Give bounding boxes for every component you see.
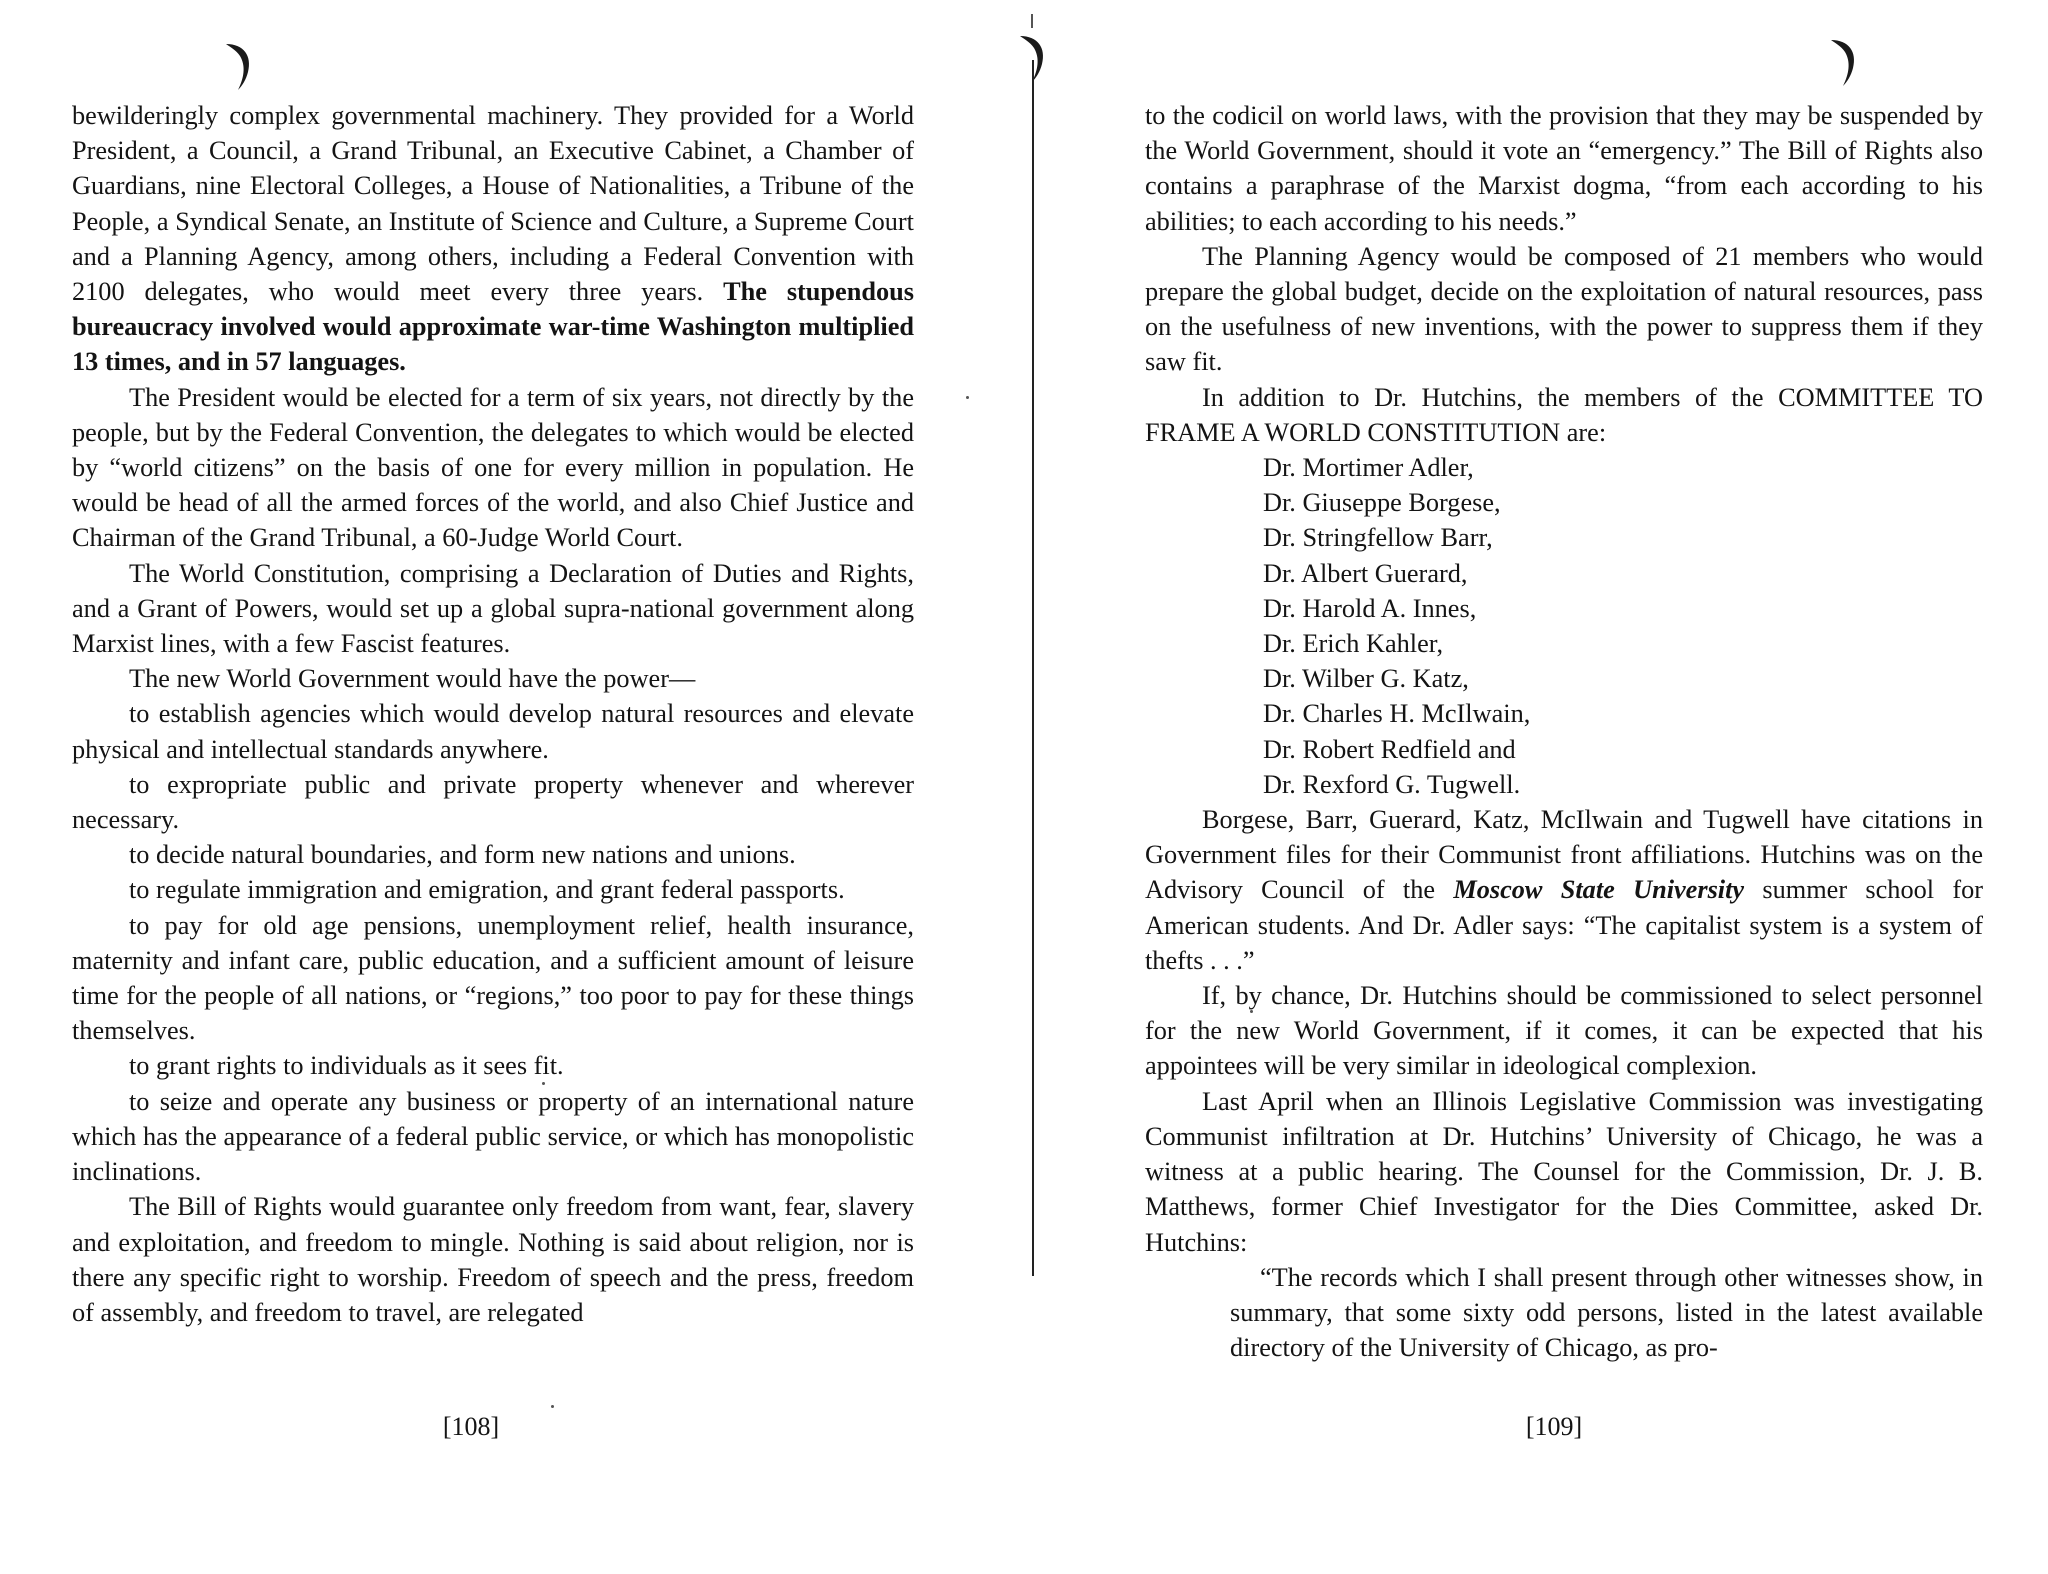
committee-member: Dr. Harold A. Innes, — [1263, 593, 1477, 623]
paragraph — [72, 1084, 914, 1190]
text-run: In addition to Dr. Hutchins, the members of the COMMITTEE TO FRAME A WORLD CONSTITUTION are: — [1145, 382, 1983, 447]
text-run: to the codicil on world laws, with the provision that they may be suspended by the World Government, should it vote an “emergency.” The Bill of Rights also contains a paraphrase of the Marxist dogma, “from each according to his abilities; to each according to his needs.” — [1145, 101, 1983, 236]
text-run: The new World Government would have the power— — [129, 664, 696, 694]
paragraph — [72, 556, 914, 662]
text-run: The Planning Agency would be composed of 21 members who would prepare the global budget, decide on the exploitation of natural resources, pass on the usefulness of new inventions, with the power to suppress them if they saw fit. — [1145, 241, 1983, 377]
committee-member: Dr. Wilber G. Katz, — [1263, 664, 1469, 694]
bold-text: The stupendous bureaucracy involved would approximate war-time Washington multiplied 13 times, and in 57 languages. — [72, 277, 914, 377]
text-run: to grant rights to individuals as it sees fit. — [129, 1051, 564, 1081]
text-run: to pay for old age pensions, unemployment relief, health insurance, maternity and infant care, public education, and a sufficient amount of leisure time for the people of all nations, or “regions,” too poor to pay for these things themselves. — [72, 910, 914, 1046]
text-run: to regulate immigration and emigration, and grant federal passports. — [129, 875, 845, 905]
paragraph — [1145, 380, 1983, 450]
text-run: to seize and operate any business or property of an international nature which has the appearance of a federal public service, or which has monopolistic inclinations. — [72, 1086, 914, 1187]
text-run: The President would be elected for a term of six years, not directly by the people, but by the Federal Convention, the delegates to which would be elected by “world citizens” on the basis of one for every million in population. He would be head of all the armed forces of the world, and also Chief Justice and Chairman of the Grand Tribunal, a 60-Judge World Court. — [72, 382, 914, 553]
gutter-line — [1031, 60, 1035, 1276]
paragraph — [1145, 802, 1983, 978]
text-run: to decide natural boundaries, and form new nations and unions. — [129, 840, 796, 870]
text-run: to establish agencies which would develop natural resources and elevate physical and intellectual standards anywhere. — [72, 699, 914, 764]
text-run: If, by chance, Dr. Hutchins should be commissioned to select personnel for the new World Government, if it comes, it can be expected that his appointees will be very similar in ideological complexion. — [1145, 981, 1983, 1081]
page-mark-icon — [218, 38, 258, 94]
text-run: to expropriate public and private property whenever and wherever necessary. — [72, 769, 914, 835]
italic-text: Moscow State University — [1453, 875, 1745, 905]
speck — [966, 396, 969, 399]
gutter-tick — [1031, 14, 1033, 28]
paragraph — [1145, 978, 1983, 1084]
text-run: summer school for American students. And Dr. Adler says: “The capitalist system is a system of thefts . . .” — [1145, 875, 1984, 975]
right-page-number: [109] — [1525, 1412, 1583, 1441]
text-run: The Bill of Rights would guarantee only freedom from want, fear, slavery and exploitation, and freedom to mingle. Nothing is said about religion, nor is there any specific right to worship. Freedom of speech and the press, freedom of assembly, and freedom to travel, are relegated — [72, 1192, 914, 1327]
text-run: The World Constitution, comprising a Declaration of Duties and Rights, and a Grant of Powers, would set up a global supra-national government along Marxist lines, with a few Fascist features. — [72, 558, 914, 659]
paragraph — [72, 872, 914, 907]
committee-member: Dr. Stringfellow Barr, — [1263, 523, 1493, 553]
committee-member: Dr. Giuseppe Borgese, — [1263, 488, 1501, 518]
right-page-text — [1145, 98, 1983, 1365]
committee-member: Dr. Robert Redfield and — [1263, 734, 1516, 764]
text-run: Last April when an Illinois Legislative Commission was investigating Communist infiltration at Dr. Hutchins’ University of Chicago, he was a witness at a public hearing. The Counsel for the Commission, Dr. J. B. Matthews, former Chief Investigator for the Dies Committee, asked Dr. Hutchins: — [1145, 1086, 1983, 1257]
paragraph — [72, 1048, 914, 1083]
left-page-text — [72, 98, 914, 1330]
paragraph — [72, 661, 914, 696]
paragraph — [1145, 239, 1983, 380]
committee-member: Dr. Mortimer Adler, — [1263, 453, 1474, 483]
paragraph — [72, 380, 914, 556]
paragraph — [72, 767, 914, 837]
paragraph — [72, 696, 914, 766]
committee-member: Dr. Erich Kahler, — [1263, 629, 1444, 659]
paragraph — [72, 98, 914, 380]
left-page-number: [108] — [442, 1412, 500, 1441]
text-run: bewilderingly complex governmental machinery. They provided for a World President, a Council, a Grand Tribunal, an Executive Cabinet, a Chamber of Guardians, nine Electoral Colleges, a House of Nationalities, a Tribune of the People, a Syndical Senate, an Institute of Science and Culture, a Supreme Court and a Planning Agency, among others, including a Federal Convention with 2100 delegates, who would meet every three years. — [72, 101, 914, 307]
paragraph — [72, 1189, 914, 1330]
hearing-quote: “The records which I shall present through other witnesses show, in summary, that some sixty odd persons, listed in the latest available directory of the University of Chicago, as pro- — [1230, 1262, 1983, 1363]
paragraph — [72, 908, 914, 1049]
page-mark-icon — [1823, 34, 1863, 90]
paragraph — [1145, 1084, 1983, 1260]
committee-member: Dr. Rexford G. Tugwell. — [1263, 769, 1521, 799]
committee-member: Dr. Albert Guerard, — [1263, 558, 1468, 588]
right-paragraphs-after-list — [1145, 802, 1983, 1260]
paragraph — [1145, 98, 1983, 239]
speck — [551, 1405, 554, 1408]
paragraph — [72, 837, 914, 872]
committee-member: Dr. Charles H. McIlwain, — [1263, 699, 1531, 729]
text-run: Borgese, Barr, Guerard, Katz, McIlwain and Tugwell have citations in Government files for their Communist front affiliations. Hutchins was on the Advisory Council of the — [1145, 805, 1983, 905]
committee-member-list — [1145, 450, 1983, 802]
right-paragraphs-before-list — [1145, 98, 1983, 450]
